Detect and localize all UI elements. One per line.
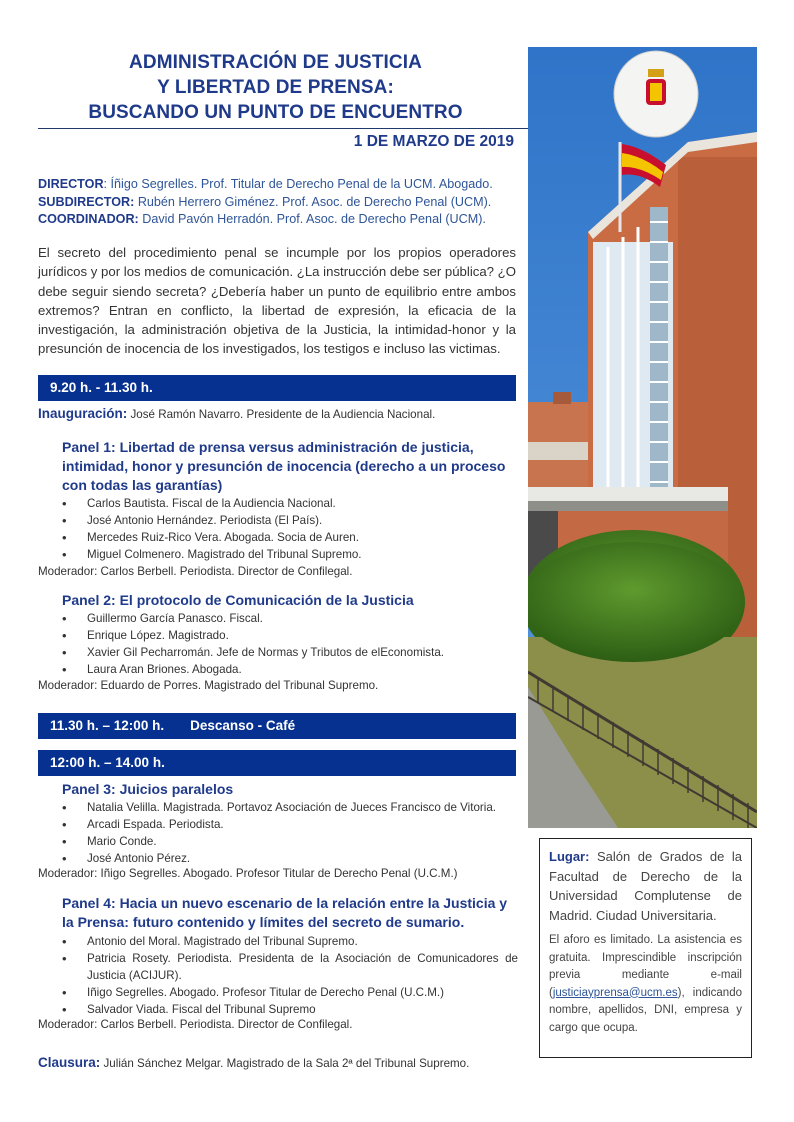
panel-3-moderator: Moderador: Iñigo Segrelles. Abogado. Profesor Titular de Derecho Penal (U.C.M.) (38, 867, 458, 880)
registration-email-link[interactable]: justiciayprensa@ucm.es (552, 986, 678, 999)
speaker: • Xavier Gil Pecharromán. Jefe de Normas y Tributos de elEconomista. (62, 644, 518, 661)
panel-2-title: Panel 2: El protocolo de Comunicación de la Justicia (62, 592, 414, 608)
panel-1-title: Panel 1: Libertad de prensa versus administración de justicia, intimidad, honor y presunción de inocencia (derecho a un proceso con todas las garantías) (62, 439, 506, 493)
speaker: • Mercedes Ruiz-Rico Vera. Abogada. Socia de Auren. (62, 529, 518, 546)
intro-paragraph: El secreto del procedimiento penal se incumple por los propios operadores jurídicos y por los medios de comunicación. ¿La instrucción debe ser pública? ¿O debe seguir siendo secreta? ¿Debería haber un punto de equilibrio entre ambos extremos? Entran en conflicto, la libertad de expresión, la eficacia de la investigación, la administración objetiva de la Justicia, la intimidad-honor y la presunción de inocencia de los investigados, los testigos e incluso las victimas. (38, 245, 516, 357)
panel-4-moderator: Moderador: Carlos Berbell. Periodista. Director de Confilegal. (38, 1018, 353, 1031)
speaker: • Enrique López. Magistrado. (62, 627, 518, 644)
building-photo (528, 47, 757, 828)
panel-1-speakers (62, 495, 518, 563)
speaker: • Guillermo García Panasco. Fiscal. (62, 610, 518, 627)
title-divider (38, 128, 528, 129)
coordinator-label: COORDINADOR: (38, 212, 139, 226)
event-date: 1 DE MARZO DE 2019 (353, 133, 514, 150)
speaker: • Laura Aran Briones. Abogada. (62, 661, 518, 678)
panel-4-title: Panel 4: Hacia un nuevo escenario de la relación entre la Justicia y la Prensa: futuro contenido y límites del secreto de sumario. (62, 895, 508, 930)
panel-3-speakers (62, 799, 518, 867)
director-label: DIRECTOR (38, 177, 104, 191)
speaker: • Natalia Velilla. Magistrada. Portavoz Asociación de Jueces Francisco de Vitoria. (62, 799, 518, 816)
speaker: • Carlos Bautista. Fiscal de la Audiencia Nacional. (62, 495, 518, 512)
time-bar-morning: 9.20 h. - 11.30 h. (38, 375, 516, 401)
registration-text: El aforo es limitado. La asistencia es gratuita. Imprescindible inscripción previa mediante e-mail (justiciayprensa@ucm.es), indicando nombre, apellidos, DNI, empresa y cargo que ocupa. (549, 934, 742, 1034)
speaker: • José Antonio Pérez. (62, 850, 518, 867)
page-title (38, 50, 513, 125)
title-line-2: Y LIBERTAD DE PRENSA: (157, 77, 394, 98)
organizers (38, 176, 518, 229)
panel-1-moderator: Moderador: Carlos Berbell. Periodista. Director de Confilegal. (38, 565, 353, 578)
speaker: • Antonio del Moral. Magistrado del Tribunal Supremo. (62, 933, 518, 950)
subdirector-name: Rubén Herrero Giménez. Prof. Asoc. de Derecho Penal (UCM). (134, 194, 492, 209)
director-name: Íñigo Segrelles. Prof. Titular de Derecho Penal de la UCM. Abogado. (107, 177, 493, 191)
speaker: • Miguel Colmenero. Magistrado del Tribunal Supremo. (62, 546, 518, 563)
venue-label: Lugar: (549, 849, 590, 864)
panel-2-speakers (62, 610, 518, 678)
building-illustration (528, 47, 757, 828)
time-bar-midday: 12:00 h. – 14.00 h. (38, 750, 516, 776)
subdirector-line (38, 194, 518, 212)
subdirector-label: SUBDIRECTOR: (38, 194, 135, 209)
speaker: • Arcadi Espada. Periodista. (62, 816, 518, 833)
inauguration: Inauguración: José Ramón Navarro. Presidente de la Audiencia Nacional. (38, 406, 436, 421)
speaker: • Iñigo Segrelles. Abogado. Profesor Titular de Derecho Penal (U.C.M.) (62, 984, 518, 1001)
panel-3-title: Panel 3: Juicios paralelos (62, 781, 234, 797)
coordinator-name: David Pavón Herradón. Prof. Asoc. de Derecho Penal (UCM). (138, 212, 486, 226)
title-line-1: ADMINISTRACIÓN DE JUSTICIA (129, 52, 422, 73)
speaker: • Patricia Rosety. Periodista. Presidenta de la Asociación de Comunicadores de Justicia (ACIJUR). (62, 950, 518, 984)
closing: Clausura: Julián Sánchez Melgar. Magistrado de la Sala 2ª del Tribunal Supremo. (38, 1055, 470, 1070)
title-line-3: BUSCANDO UN PUNTO DE ENCUENTRO (88, 102, 463, 123)
panel-2-moderator: Moderador: Eduardo de Porres. Magistrado del Tribunal Supremo. (38, 679, 379, 692)
coordinator-line (38, 211, 518, 229)
speaker: • José Antonio Hernández. Periodista (El País). (62, 512, 518, 529)
venue-info-box (539, 838, 752, 1058)
director-line: DIRECTOR: Íñigo Segrelles. Prof. Titular de Derecho Penal de la UCM. Abogado. (38, 177, 493, 191)
speaker: • Mario Conde. (62, 833, 518, 850)
speaker: • Salvador Viada. Fiscal del Tribunal Supremo (62, 1001, 518, 1018)
venue-text: Lugar: Salón de Grados de la Facultad de Derecho de la Universidad Complutense de Madrid. Ciudad Universitaria. (549, 849, 742, 923)
time-bar-break: 11.30 h. – 12:00 h. Descanso - Café (38, 713, 516, 739)
panel-4-speakers (62, 933, 518, 1018)
